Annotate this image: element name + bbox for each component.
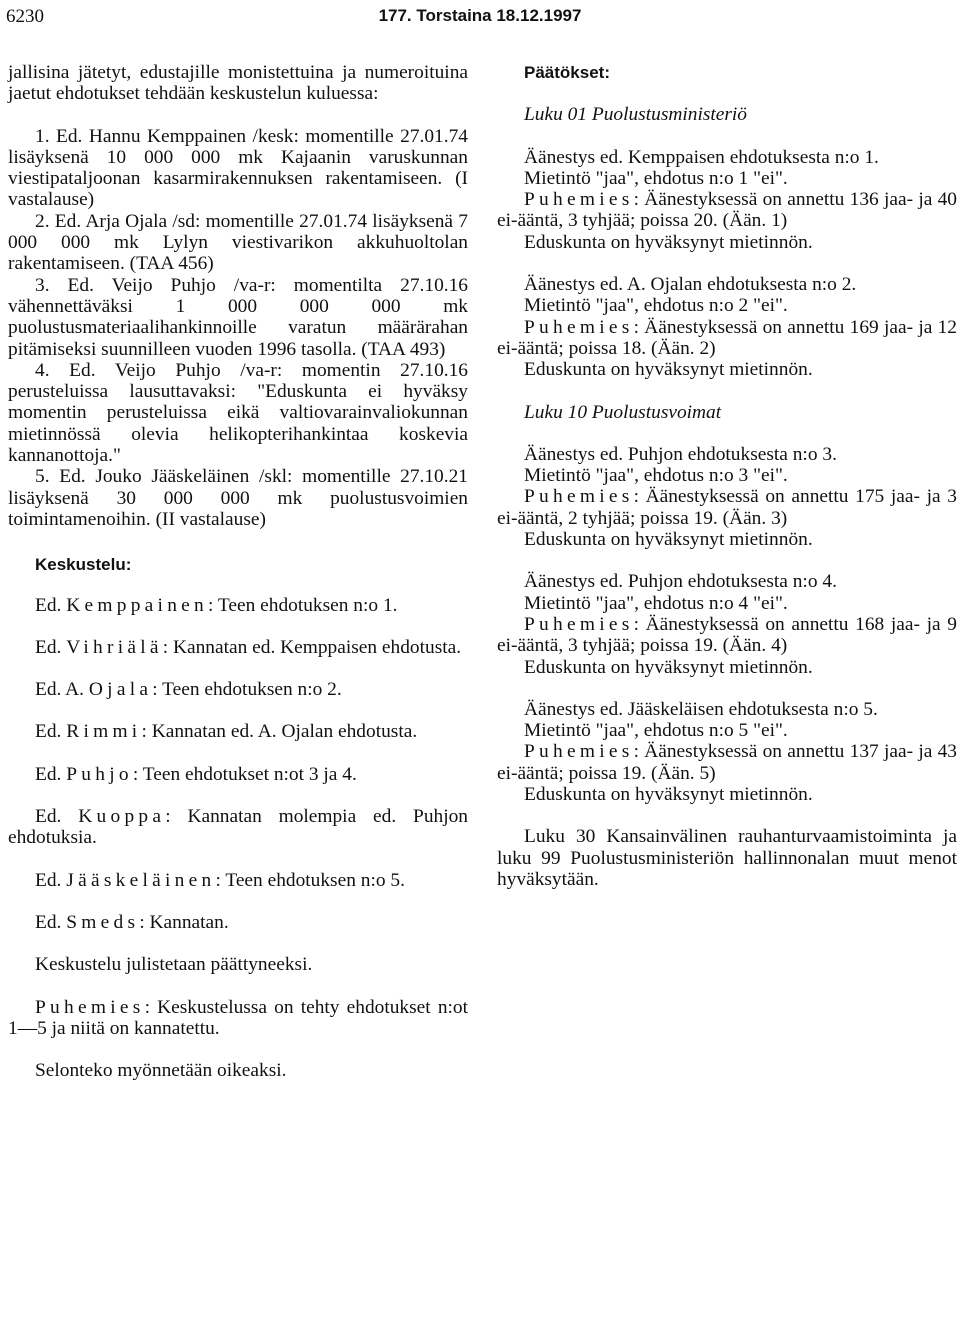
vote-block xyxy=(497,571,957,677)
right-column xyxy=(497,62,957,890)
vote-outcome: Eduskunta on hyväksynyt mietinnön. xyxy=(524,656,813,678)
proposal-item: 3. Ed. Veijo Puhjo /va-r: momentilta 27.10.16 vähennettäväksi 1 000 000 000 mk puolustusmateriaalihankinnoille varatun määrärahan pitämiseksi suunnilleen vuoden 1996 tasolla. (TAA 493) xyxy=(8,274,468,360)
vote-result: Puhemies: Äänestyksessä on annettu 169 jaa- ja 12 ei-ääntä; poissa 18. (Ään. 2) xyxy=(497,316,957,359)
vote-block xyxy=(497,147,957,253)
vote-options: Mietintö "jaa", ehdotus n:o 2 "ei". xyxy=(524,295,788,317)
speaker-name: Kuoppa xyxy=(78,806,166,828)
vote-options: Mietintö "jaa", ehdotus n:o 3 "ei". xyxy=(524,465,788,487)
speech-ojala xyxy=(8,679,468,700)
speech-puhjo xyxy=(8,764,468,785)
vote-result: Puhemies: Äänestyksessä on annettu 136 jaa- ja 40 ei-ääntä, 3 tyhjää; poissa 20. (Ään. 1) xyxy=(497,189,957,232)
left-column xyxy=(8,62,468,1081)
speech-text: : Kannatan ed. Kemppaisen ehdotusta. xyxy=(162,636,462,658)
page-header xyxy=(0,0,960,34)
speech-text: : Kannatan molempia ed. Puhjon ehdotuksia. xyxy=(8,806,468,849)
vote-title: Äänestys ed. A. Ojalan ehdotuksesta n:o 2. xyxy=(524,274,857,296)
speech-prefix: Ed. xyxy=(35,911,62,933)
speech-prefix: Ed. xyxy=(35,594,62,616)
discussion-heading: Keskustelu: xyxy=(35,555,132,575)
proposal-item: 2. Ed. Arja Ojala /sd: momentille 27.01.74 lisäyksenä 7 000 000 mk Lylyn viestivarikon akkuhuoltolan rakentamiseen. (TAA 456) xyxy=(8,210,468,275)
proposal-item: 4. Ed. Veijo Puhjo /va-r: momentin 27.10.16 perusteluissa lausuttavaksi: "Eduskunta ei hyväksy momentin perusteluissa eikä valtiovarainvaliokunnan mietinnössä olevia helikopterihankintaa koskevia kannanottoja." xyxy=(8,359,468,467)
vote-outcome: Eduskunta on hyväksynyt mietinnön. xyxy=(524,231,813,253)
page-number: 6230 xyxy=(6,6,44,27)
vote-title: Äänestys ed. Puhjon ehdotuksesta n:o 3. xyxy=(524,443,837,465)
vote-result: Puhemies: Äänestyksessä on annettu 168 jaa- ja 9 ei-ääntä, 3 tyhjää; poissa 19. (Ään. 4) xyxy=(497,613,957,657)
final-decision: Luku 30 Kansainvälinen rauhanturvaamistoiminta ja luku 99 Puolustusministeriön hallinnonalan muut menot hyväksytään. xyxy=(497,826,957,890)
decisions-heading: Päätökset: xyxy=(524,63,610,82)
speaker-name: Kemppainen xyxy=(66,594,209,616)
speaker-name: Jääskeläinen xyxy=(66,869,216,891)
vote-block xyxy=(497,274,957,380)
vote-options: Mietintö "jaa", ehdotus n:o 5 "ei". xyxy=(524,720,788,742)
speech-prefix: Ed. xyxy=(35,763,62,785)
issue-title: 177. Torstaina 18.12.1997 xyxy=(378,6,582,25)
speaker-name: Puhemies xyxy=(524,316,634,338)
vote-options: Mietintö "jaa", ehdotus n:o 1 "ei". xyxy=(524,167,788,189)
intro-paragraph: jallisina jätetyt, edustajille monistettuina ja numeroituina jaetut ehdotukset tehdään keskustelun kuluessa: xyxy=(8,62,468,105)
speaker-name: Ojala xyxy=(88,679,153,701)
speaker-name: Rimmi xyxy=(66,721,142,743)
speech-prefix: Ed. xyxy=(35,636,62,658)
proposal-item: 1. Ed. Hannu Kemppainen /kesk: momentille 27.01.74 lisäyksenä 10 000 000 mk Kajaanin varuskunnan viestipataljoonan kasarmirakennuksen rakentamiseen. (I vastalause) xyxy=(8,125,468,211)
speech-prefix: Ed. A. xyxy=(35,679,85,701)
speaker-name: Vihriälä xyxy=(66,636,163,658)
speech-prefix: Ed. xyxy=(35,721,62,743)
vote-result: Puhemies: Äänestyksessä on annettu 137 jaa- ja 43 ei-ääntä; poissa 19. (Ään. 5) xyxy=(497,741,957,784)
speech-text: : Teen ehdotuksen n:o 2. xyxy=(152,679,342,701)
speech-prefix: Ed. xyxy=(35,806,62,828)
speech-text: : Kannatan ed. A. Ojalan ehdotusta. xyxy=(141,721,418,743)
speaker-name: Smeds xyxy=(66,911,140,933)
speaker-name: Puhemies xyxy=(524,486,634,508)
final-statement: Selonteko myönnetään oikeaksi. xyxy=(35,1060,287,1082)
speech-text: : Teen ehdotuksen n:o 1. xyxy=(208,594,398,616)
speech-text: : Teen ehdotuksen n:o 5. xyxy=(215,869,405,891)
vote-block xyxy=(497,444,957,550)
vote-outcome: Eduskunta on hyväksynyt mietinnön. xyxy=(524,529,813,551)
section-heading: Luku 10 Puolustusvoimat xyxy=(524,401,722,423)
speech-text: : Keskustelussa on tehty ehdotukset n:ot 1—5 ja niitä on kannatettu. xyxy=(8,996,468,1039)
speech-prefix: Ed. xyxy=(35,869,62,891)
speech-kemppainen xyxy=(8,595,468,616)
speaker-name: Puhemies xyxy=(524,189,634,211)
speech-text: : Teen ehdotukset n:ot 3 ja 4. xyxy=(132,763,357,785)
vote-result: Puhemies: Äänestyksessä on annettu 175 jaa- ja 3 ei-ääntä, 2 tyhjää; poissa 19. (Ään. 3) xyxy=(497,486,957,529)
vote-title: Äänestys ed. Puhjon ehdotuksesta n:o 4. xyxy=(524,571,837,593)
speech-smeds xyxy=(8,912,468,933)
closing-statement: Keskustelu julistetaan päättyneeksi. xyxy=(35,954,313,976)
speech-rimmi xyxy=(8,721,468,742)
chair-statement xyxy=(8,997,468,1040)
speaker-name: Puhemies xyxy=(35,996,145,1018)
vote-title: Äänestys ed. Jääskeläisen ehdotuksesta n:o 5. xyxy=(524,698,878,720)
speaker-name: Puhemies xyxy=(524,741,634,763)
speech-vihriala xyxy=(8,637,468,658)
vote-options: Mietintö "jaa", ehdotus n:o 4 "ei". xyxy=(524,592,788,614)
speech-kuoppa xyxy=(8,806,468,849)
vote-title: Äänestys ed. Kemppaisen ehdotuksesta n:o 1. xyxy=(524,146,879,168)
vote-outcome: Eduskunta on hyväksynyt mietinnön. xyxy=(524,784,813,806)
speech-jaaskelainen xyxy=(8,870,468,891)
speaker-name: Puhjo xyxy=(66,763,133,785)
vote-outcome: Eduskunta on hyväksynyt mietinnön. xyxy=(524,359,813,381)
proposal-item: 5. Ed. Jouko Jääskeläinen /skl: momentille 27.10.21 lisäyksenä 30 000 000 mk puolustusvoimien toimintamenoihin. (II vastalause) xyxy=(8,466,468,530)
speech-text: : Kannatan. xyxy=(139,911,229,933)
vote-block xyxy=(497,699,957,805)
speaker-name: Puhemies xyxy=(524,613,634,635)
proposal-list xyxy=(8,126,468,531)
section-heading: Luku 01 Puolustusministeriö xyxy=(524,104,748,126)
